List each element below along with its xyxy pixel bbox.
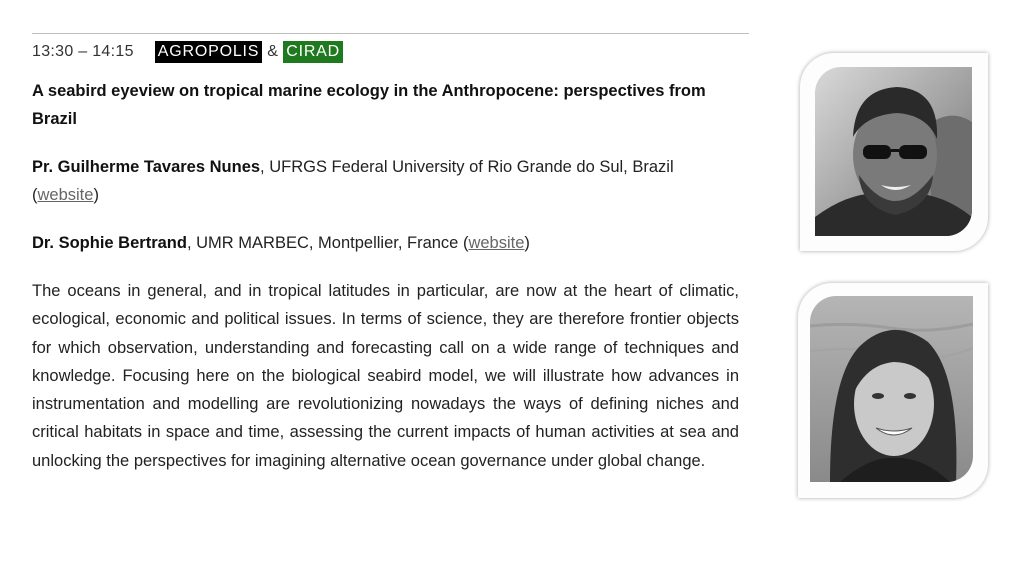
speaker-1 <box>32 153 748 209</box>
talk-title: A seabird eyeview on tropical marine ecology in the Anthropocene: perspectives from Brazil <box>32 82 706 128</box>
organizer-separator: & <box>267 43 279 60</box>
session-header <box>32 40 343 64</box>
speaker-2-website-link[interactable]: website <box>468 234 525 252</box>
speaker-2-photo-frame <box>798 283 988 498</box>
speaker-1-portrait <box>815 67 972 236</box>
speaker-1-website-link[interactable]: website <box>37 186 94 204</box>
speaker-1-photo-frame <box>800 53 988 251</box>
cirad-tag: CIRAD <box>283 41 343 63</box>
speaker-2-link-close: ) <box>524 234 530 252</box>
speaker-1-photo <box>815 67 972 236</box>
speaker-2-photo <box>810 296 973 482</box>
speaker-2-affiliation: , UMR MARBEC, Montpellier, France <box>186 234 459 252</box>
speaker-1-link-open: ( <box>32 186 38 204</box>
speaker-1-link-close: ) <box>93 186 99 204</box>
speaker-2-link-open: ( <box>458 234 469 252</box>
agropolis-tag: AGROPOLIS <box>155 41 262 63</box>
session-time: 13:30 – 14:15 <box>32 43 134 60</box>
talk-abstract: The oceans in general, and in tropical latitudes in particular, are now at the heart of climatic, ecological, economic and political issues. In terms of science, they are therefore frontier objects for which observation, understanding and forecasting call on a wide range of techniques and knowledge. Focusing here on the biological seabird model, we will illustrate how advances in instrumentation and modelling are revolutionizing nowadays the ways of defining niches and critical habitats in space and time, assessing the current impacts of human activities at sea and unlocking the perspectives for imagining alternative ocean governance under global change. <box>32 282 739 470</box>
speaker-2-name: Dr. Sophie Bertrand <box>32 234 187 252</box>
speaker-2-portrait <box>810 296 973 482</box>
speaker-1-name: Pr. Guilherme Tavares Nunes <box>32 158 261 176</box>
speaker-2 <box>32 229 748 257</box>
speaker-1-affiliation: , UFRGS Federal University of Rio Grande do Sul, Brazil <box>260 158 674 176</box>
header-rule <box>32 33 749 34</box>
